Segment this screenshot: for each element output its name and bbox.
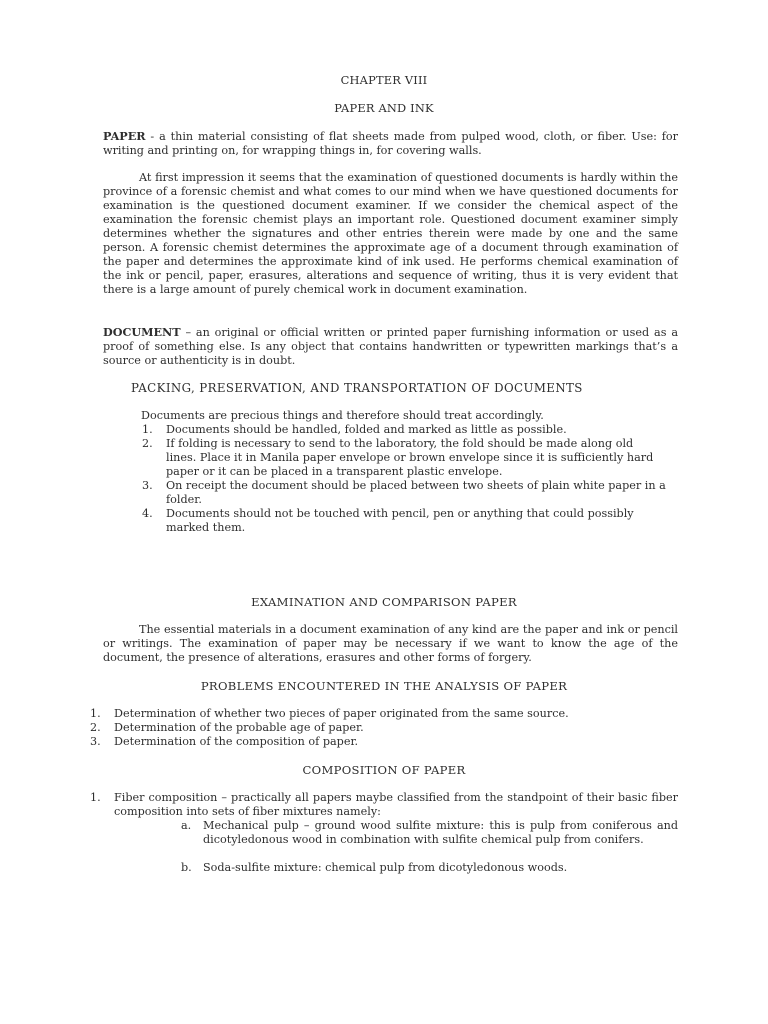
problem-item <box>90 721 674 735</box>
problem-item <box>90 735 674 749</box>
packing-item-text: Documents should not be touched with pencil, pen or anything that could possibly marked them. <box>166 507 634 534</box>
chapter-title: PAPER AND INK <box>334 101 434 115</box>
document-term: DOCUMENT <box>103 325 181 339</box>
packing-intro: Documents are precious things and therefore should treat accordingly. <box>141 409 544 422</box>
packing-item-text: Documents should be handled, folded and marked as little as possible. <box>166 423 567 436</box>
composition-subitem-letter: b. <box>181 861 192 874</box>
intro-paragraph-block <box>103 171 678 297</box>
packing-item-number: 4. <box>142 507 153 520</box>
composition-section-title: COMPOSITION OF PAPER <box>302 763 466 777</box>
problem-item-number: 3. <box>90 735 101 748</box>
document-definition <box>103 325 678 368</box>
packing-item <box>142 423 666 437</box>
problems-section-title: PROBLEMS ENCOUNTERED IN THE ANALYSIS OF PAPER <box>200 679 568 693</box>
composition-subitem-letter: a. <box>181 819 192 832</box>
composition-subitem-text: Soda-sulfite mixture: chemical pulp from dicotyledonous woods. <box>203 861 568 874</box>
exam-section-title: EXAMINATION AND COMPARISON PAPER <box>251 595 517 609</box>
composition-subitem <box>181 861 678 875</box>
composition-subitem-text: Mechanical pulp – ground wood sulfite mixture: this is pulp from coniferous and dicotyledonous wood in combination with sulfite chemical pulp from conifers. <box>203 819 678 846</box>
packing-item-text: On receipt the document should be placed between two sheets of plain white paper in a folder. <box>166 479 666 506</box>
packing-section-title: PACKING, PRESERVATION, AND TRANSPORTATION OF DOCUMENTS <box>131 381 583 395</box>
problem-item-text: Determination of the probable age of paper. <box>114 721 364 734</box>
problem-item-text: Determination of the composition of paper. <box>114 735 359 748</box>
problem-item-number: 1. <box>90 707 101 720</box>
paper-term: PAPER <box>103 129 146 143</box>
packing-item-number: 2. <box>142 437 153 450</box>
problem-item <box>90 707 674 721</box>
problem-item-text: Determination of whether two pieces of paper originated from the same source. <box>114 707 569 720</box>
packing-item <box>142 437 666 479</box>
problem-item-number: 2. <box>90 721 101 734</box>
problems-list <box>90 707 674 749</box>
packing-item-number: 3. <box>142 479 153 492</box>
packing-item-text: If folding is necessary to send to the laboratory, the fold should be made along old lines. Place it in Manila paper envelope or brown envelope since it is sufficiently hard paper or it can be placed in a transparent plastic envelope. <box>166 437 654 478</box>
composition-item <box>90 791 678 819</box>
exam-paragraph-block <box>103 623 678 665</box>
packing-item <box>142 479 666 507</box>
chapter-heading: CHAPTER VIII <box>340 73 428 87</box>
paper-definition <box>103 129 678 158</box>
packing-item <box>142 507 666 535</box>
composition-item-number: 1. <box>90 791 101 804</box>
composition-subitem <box>181 819 678 847</box>
paper-definition-text: - a thin material consisting of flat sheets made from pulped wood, cloth, or fiber. Use: for writing and printing on, for wrapping things in, for covering walls. <box>103 130 678 157</box>
exam-paragraph: The essential materials in a document examination of any kind are the paper and ink or pencil or writings. The examination of paper may be necessary if we want to know the age of the document, the presence of alterations, erasures and other forms of forgery. <box>103 623 678 664</box>
packing-item-number: 1. <box>142 423 153 436</box>
composition-item-text: Fiber composition – practically all papers maybe classified from the standpoint of their basic fiber composition into sets of fiber mixtures namely: <box>114 791 678 818</box>
document-definition-text: – an original or official written or printed paper furnishing information or used as a proof of something else. Is any object that contains handwritten or typewritten markings that’s a source or authenticity is in doubt. <box>103 326 678 367</box>
packing-list <box>142 423 666 535</box>
intro-paragraph: At first impression it seems that the examination of questioned documents is hardly within the province of a forensic chemist and what comes to our mind when we have questioned documents for examination is the questioned document examiner. If we consider the chemical aspect of the examination the forensic chemist plays an important role. Questioned document examiner simply determines whether the signatures and other entries therein were made by one and the same person. A forensic chemist determines the approximate age of a document through examination of the paper and determines the approximate kind of ink used. He performs chemical examination of the ink or pencil, paper, erasures, alterations and sequence of writing, thus it is very evident that there is a large amount of purely chemical work in document examination. <box>103 171 678 296</box>
